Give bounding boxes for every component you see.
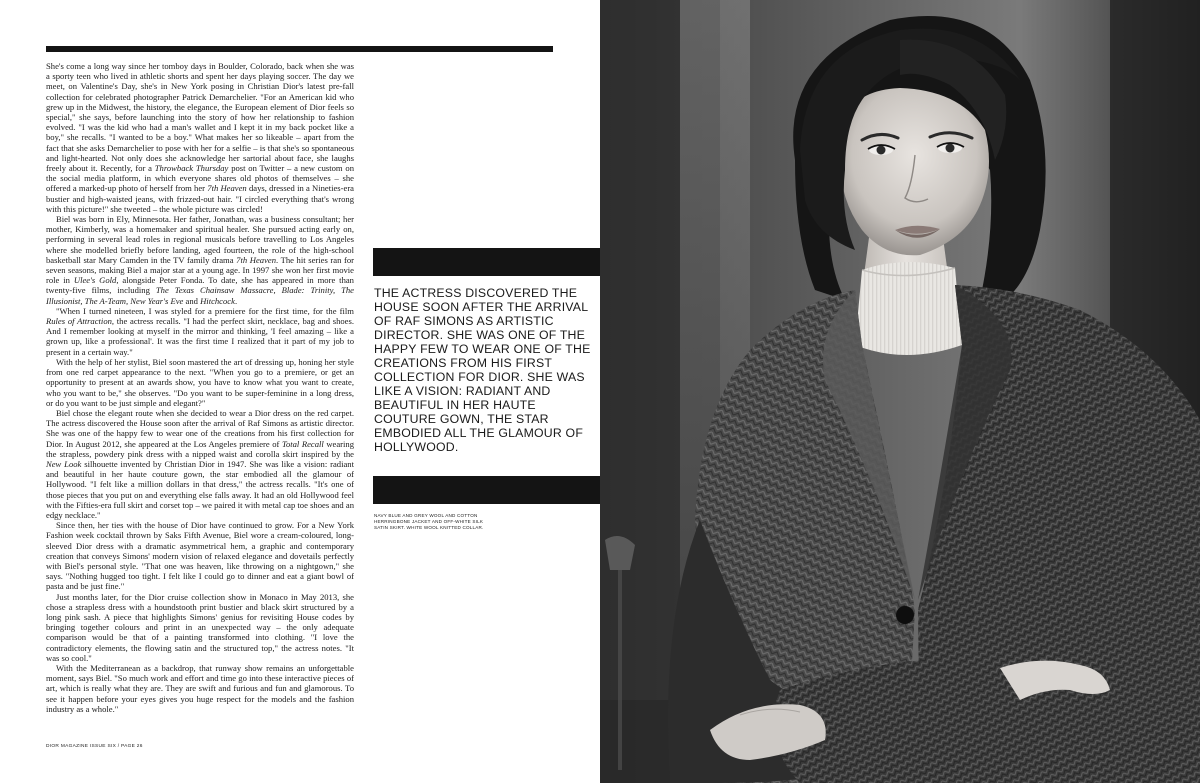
page-folio: DIOR MAGAZINE ISSUE SIX / PAGE 26 <box>46 744 143 749</box>
paragraph-3: "When I turned nineteen, I was styled for a premiere for the first time, for the film Rules of Attraction, the actress recalls. "I had the perfect skirt, necklace, bag and shoes. And I remember looking at myself in the mirror and thinking, 'I feel amazing – like a grown up, like a professional'. It was the first time I realized that it part of my job to present in a certain way." <box>46 305 354 357</box>
pull-quote-top-bar <box>373 248 600 276</box>
paragraph-8: With the Mediterranean as a backdrop, that runway show remains an unforgettable moment, says Biel. "So much work and effort and time go into these interactive pieces of art, which is really what they are. They are swift and furious and fun and glamorous. To see it happen before your eyes gives you huge respect for the models and the fashion industry as a whole." <box>46 662 354 714</box>
paragraph-1: She's come a long way since her tomboy days in Boulder, Colorado, back when she was a sporty teen who lived in athletic shorts and spent her days playing soccer. The day we meet, on Valentine's Day, she's in New York posing in Christian Dior's latest pre-fall collection for celebrated photographer Patrick Demarchelier. "For an American kid who grew up in the Midwest, the history, the elegance, the European element of Dior feels so special," she says, before launching into the story of how her relationship to fashion evolved. "I was the kid who had a man's wallet and I kept it in my back pocket like a boy," she recalls. "I wanted to be a boy." What makes her so likeable – apart from the fact that she asks Demarchelier to pose with her for a selfie – is that she's so spontaneous and light-hearted. Not only does she acknowledge her sartorial about face, she laughs freely about it. Recently, for a Throwback Thursday post on Twitter – a new custom on the social media platform, in which everyone shares old photos of themselves – she offered a marked-up photo of herself from her 7th Heaven days, dressed in a Nineties-era bustier and high-waisted jeans, with frizzed-out hair. "I circled everything that's wrong with this picture!" she tweeted – the whole picture was circled! <box>46 61 355 214</box>
portrait-photo <box>600 0 1200 783</box>
pull-quote: THE ACTRESS DISCOVERED THE HOUSE SOON AFTER THE ARRIVAL OF RAF SIMONS AS ARTISTIC DIRECTOR. SHE WAS ONE OF THE HAPPY FEW TO WEAR ONE OF THE CREATIONS FROM HIS FIRST COLLECTION FOR DIOR. SHE WAS LIKE A VISION: RADIANT AND BEAUTIFUL IN HER HAUTE COUTURE GOWN, THE STAR EMBODIED ALL THE GLAMOUR OF HOLLYWOOD. <box>374 286 591 454</box>
paragraph-6: Since then, her ties with the house of Dior have continued to grow. For a New York Fashion week cocktail thrown by Saks Fifth Avenue, Biel wore a cream-coloured, long-sleeved Dior dress with a dramatic asymmetrical hem, a graphic and contemporary creation that conveys Simons' modern vision of relaxed elegance and dovetails perfectly with Biel's personal style. "That one was heaven, like throwing on a nightgown," she says. "Nothing hugged too tight. I felt like I could go to dinner and eat a giant bowl of pasta and be just fine." <box>46 520 354 592</box>
article-body <box>46 61 354 714</box>
paragraph-5: Biel chose the elegant route when she decided to wear a Dior dress on the red carpet. The actress discovered the House soon after the arrival of Raf Simons as artistic director. She was one of the happy few to wear one of the creations from his first collection for Dior. In August 2012, she appeared at the Los Angeles premiere of Total Recall wearing the strapless, powdery pink dress with a nipped waist and corolla skirt inspired by the New Look silhouette invented by Christian Dior in 1947. She was like a vision: radiant and beautiful in her haute couture gown, the star embodied all the glamour of Hollywood. "I felt like a million dollars in that dress," the actress recalls. "It's one of those pieces that you put on and everything else falls away. It had an old Hollywood feel with the Fifties-era full skirt and corset top – we paired it with metal cap toe shoes and an edgy necklace." <box>46 407 354 520</box>
pull-quote-bottom-bar <box>373 476 600 504</box>
photo-caption: NAVY BLUE AND GREY WOOL AND COTTON HERRINGBONE JACKET AND OFF-WHITE SILK SATIN SKIRT. WHITE WOOL KNITTED COLLAR. <box>374 513 484 531</box>
right-page <box>600 0 1200 783</box>
paragraph-7: Just months later, for the Dior cruise collection show in Monaco in May 2013, she chose a strapless dress with a houndstooth print bustier and black skirt structured by a long pink sash. A piece that highlights Simons' genius for revisiting House codes by bringing together colours and print in an unexpected way – the only adequate comparison would be that of a painting transformed into clothing. "I love the contradictory elements, the flowing satin and the structured top," the actress notes. "It was so cool." <box>46 591 354 663</box>
paragraph-4: With the help of her stylist, Biel soon mastered the art of dressing up, honing her style from one red carpet appearance to the next. "When you go to a premiere, or get an opportunity to present at an awards show, you have to know what you want to create, who you want to be," she observes. "Do you want to be super-feminine in a long dress, or do you want to be just simple and elegant?" <box>46 356 354 408</box>
paragraph-2: Biel was born in Ely, Minnesota. Her father, Jonathan, was a business consultant; her mother, Kimberly, was a homemaker and spiritual healer. She pursued acting early on, performing in several lead roles in regional musicals before travelling to Los Angeles where she modelled briefly before landing, aged fourteen, the role of the high-school basketball star Mary Camden in the TV family drama 7th Heaven. The hit series ran for seven seasons, making Biel a major star at a young age. In 1997 she won her first movie role in Ulee's Gold, alongside Peter Fonda. To date, she has appeared in more than twenty-five films, including The Texas Chainsaw Massacre, Blade: Trinity, The Illusionist, The A-Team, New Year's Eve and Hitchcock. <box>46 214 354 306</box>
top-rule <box>46 46 553 52</box>
